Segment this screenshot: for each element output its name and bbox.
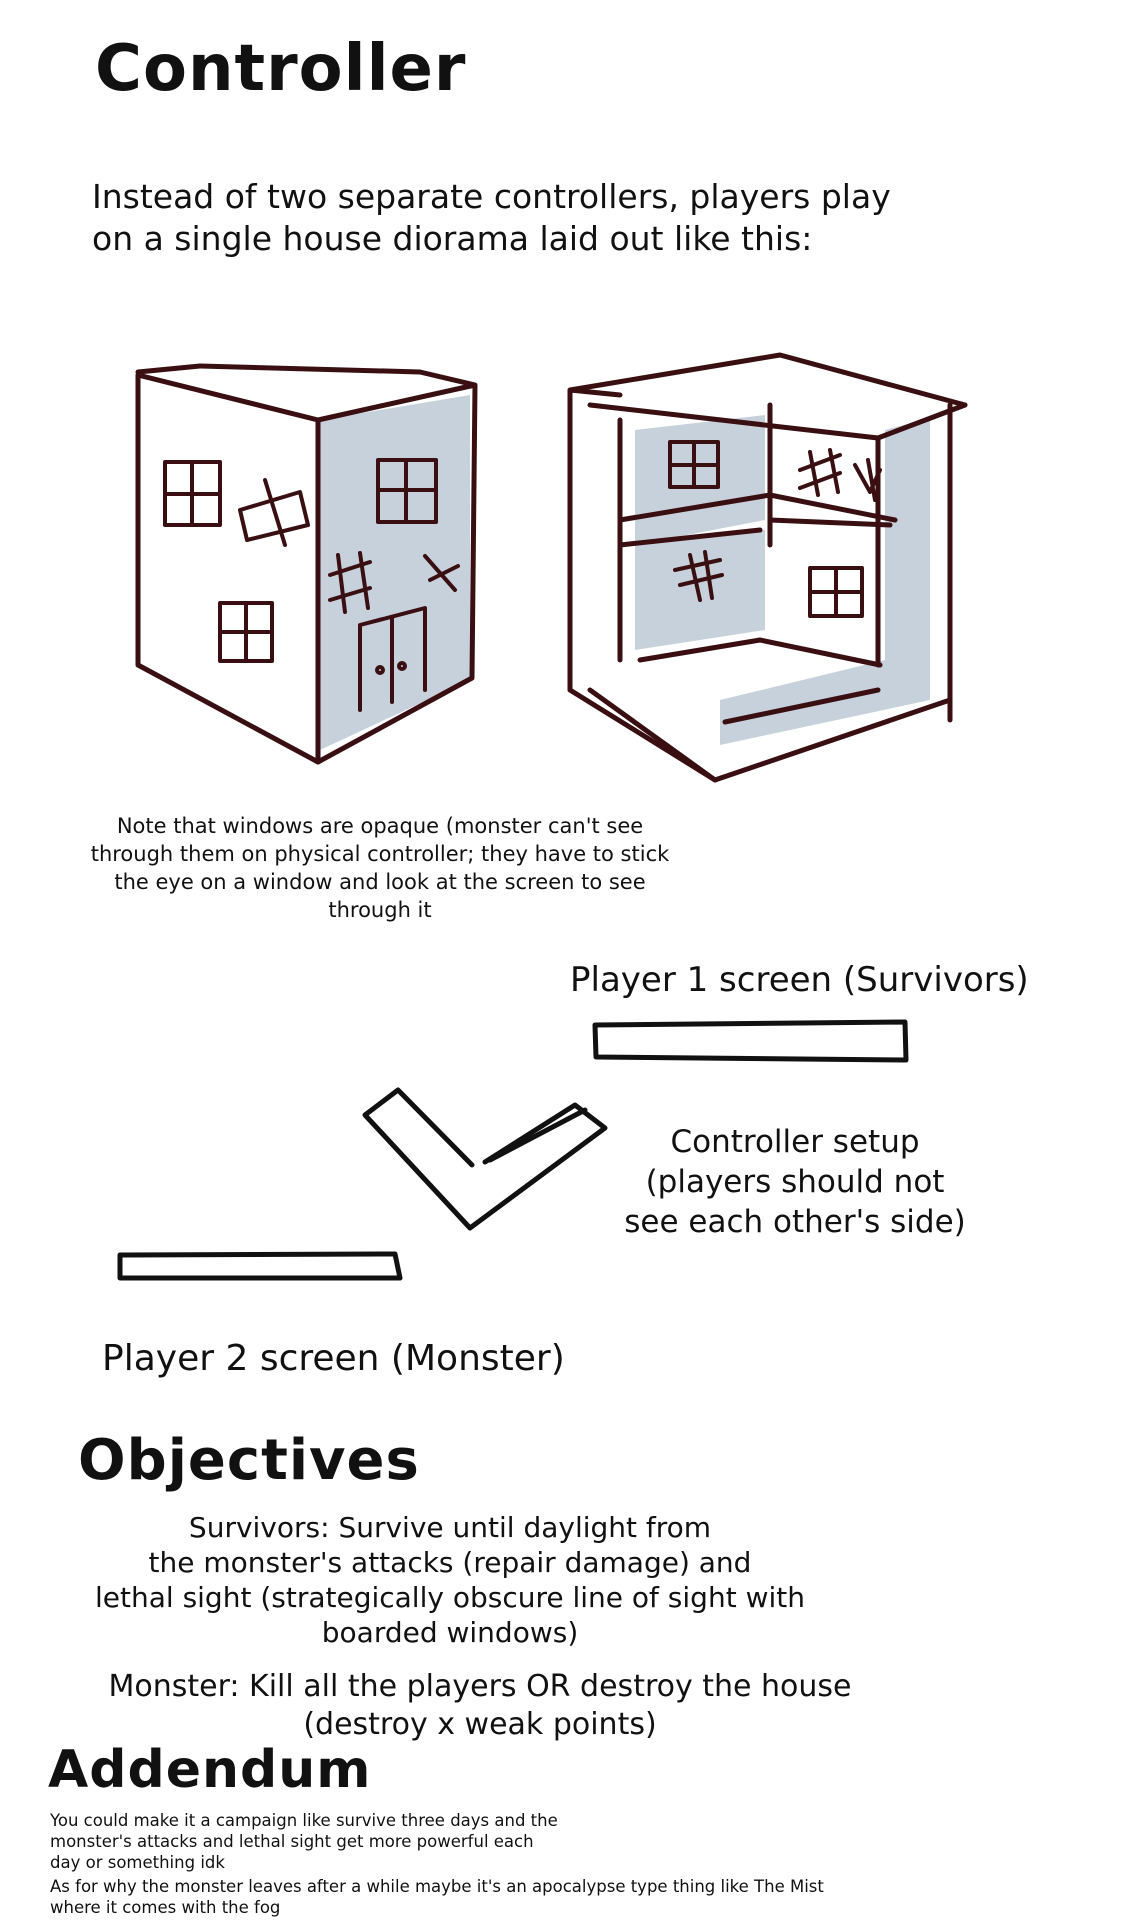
player2-screen-label: Player 2 screen (Monster) (102, 1338, 565, 1379)
survivors-line: Survivors: Survive until daylight from (188, 1511, 712, 1544)
note-line: the eye on a window and look at the screen to see (114, 870, 646, 894)
note-line: through it (328, 898, 432, 922)
intro-line: Instead of two separate controllers, players play (92, 177, 891, 216)
monster-line: Monster: Kill all the players OR destroy the house (108, 1669, 852, 1704)
addendum-line: day or something idk (50, 1853, 225, 1872)
player1-screen-bar (595, 1022, 906, 1060)
controller-setup-text (610, 1122, 980, 1242)
player2-screen-bar (120, 1254, 400, 1278)
note-line: Note that windows are opaque (monster can't see (116, 814, 644, 838)
addendum-line: As for why the monster leaves after a while maybe it's an apocalypse type thing like The Mist (50, 1877, 824, 1896)
survivors-line: boarded windows) (321, 1616, 579, 1649)
addendum-line: where it comes with the fog (50, 1898, 281, 1917)
monster-objective (60, 1668, 900, 1744)
objectives-title: Objectives (78, 1428, 420, 1493)
note-line: through them on physical controller; they have to stick (90, 842, 670, 866)
setup-line: Controller setup (670, 1124, 920, 1160)
addendum-paragraph-2 (50, 1876, 824, 1918)
monster-line: (destroy x weak points) (303, 1707, 657, 1742)
survivors-line: the monster's attacks (repair damage) and (148, 1546, 752, 1579)
addendum-line: You could make it a campaign like survive three days and the (50, 1811, 558, 1830)
addendum-paragraph-1 (50, 1810, 558, 1873)
controller-v-shape (365, 1090, 605, 1228)
setup-line: (players should not (645, 1164, 945, 1200)
survivors-line: lethal sight (strategically obscure line of sight with (95, 1581, 805, 1614)
addendum-line: monster's attacks and lethal sight get more powerful each (50, 1832, 534, 1851)
addendum-title: Addendum (48, 1740, 372, 1800)
player1-screen-label: Player 1 screen (Survivors) (570, 960, 1029, 1000)
page-title: Controller (95, 32, 467, 106)
setup-line: see each other's side) (624, 1204, 966, 1240)
survivors-objective (60, 1510, 840, 1650)
intro-line: on a single house diorama laid out like this: (92, 219, 813, 258)
